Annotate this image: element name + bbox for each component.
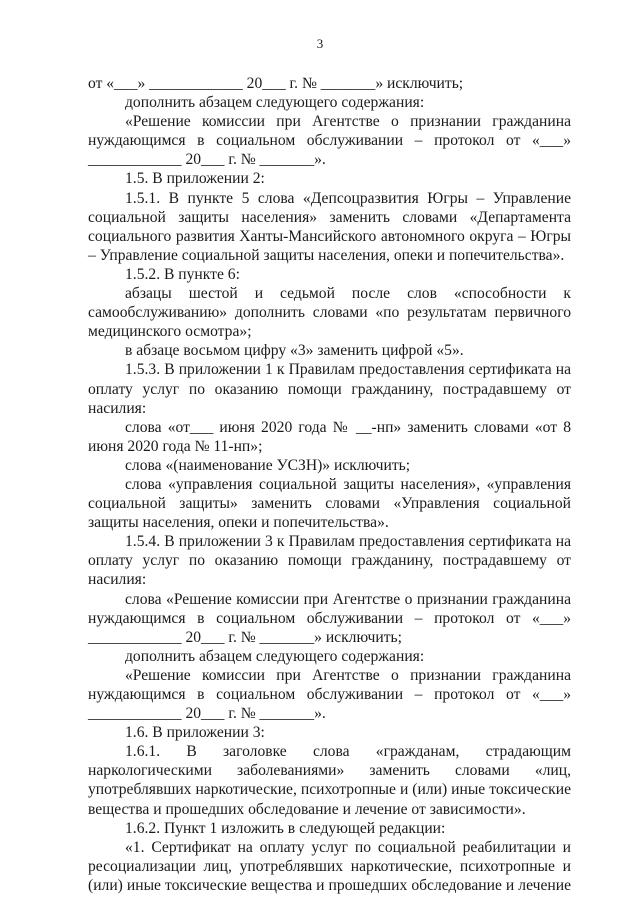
paragraph: «Решение комиссии при Агентстве о признании гражданина нуждающимся в социальном обслуживании – протокол от «___» ____________ 20___ г. № _______». <box>88 113 571 169</box>
paragraph: 1.6.2. Пункт 1 изложить в следующей редакции: <box>125 819 446 837</box>
paragraph: 1.5.4. В приложении 3 к Правилам предоставления сертификата на оплату услуг по оказанию помощи гражданину, пострадавшему от насилия: <box>88 533 571 589</box>
page-number: 3 <box>316 36 324 51</box>
paragraph: 1.5.1. В пункте 5 слова «Депсоцразвития Югры – Управление социальной защиты населения» заменить словами «Департамента социального развития Ханты-Мансийского автономного округа – Югры – Управление социальной защиты населения, опеки и попечительства». <box>88 189 571 264</box>
paragraph: 1.6.1. В заголовке слова «гражданам, страдающим наркологическими заболеваниями» заменить словами «лиц, употреблявших наркотические, психотропные и (или) иные токсические вещества и прошедших обследование и лечение от зависимости». <box>88 743 571 818</box>
section-heading: 1.6. В приложении 3: <box>125 724 265 742</box>
paragraph: 1.5.3. В приложении 1 к Правилам предоставления сертификата на оплату услуг по оказанию помощи гражданину, пострадавшему от насилия: <box>88 361 571 417</box>
document-body <box>88 74 571 895</box>
paragraph: слова «(наименование УСЗН)» исключить; <box>125 456 411 474</box>
section-heading: 1.5. В приложении 2: <box>125 170 265 188</box>
paragraph: слова «управления социальной защиты населения», «управления социальной защиты» заменить словами «Управления социальной защиты населения, опеки и попечительства». <box>88 475 571 532</box>
section-heading: 1.5.2. В пункте 6: <box>125 265 240 283</box>
paragraph: «Решение комиссии при Агентстве о признании гражданина нуждающимся в социальном обслуживании – протокол от «___» ____________ 20___ г. № _______». <box>88 666 571 723</box>
paragraph: слова «от___ июня 2020 года № __-нп» заменить словами «от 8 июня 2020 года № 11-нп»; <box>88 418 571 455</box>
paragraph: от «___» ____________ 20___ г. № _______» исключить; <box>88 75 464 92</box>
paragraph: дополнить абзацем следующего содержания: <box>125 647 425 665</box>
paragraph: абзацы шестой и седьмой после слов «способности к самообслуживанию» дополнить словами «по результатам первичного медицинского осмотра»; <box>88 285 571 341</box>
paragraph: «1. Сертификат на оплату услуг по социальной реабилитации и ресоциализации лиц, употреблявших наркотические, психотропные и (или) иные токсические вещества и прошедших обследование и лечение <box>88 838 571 894</box>
paragraph: в абзаце восьмом цифру «3» заменить цифрой «5». <box>125 342 464 360</box>
paragraph: слова «Решение комиссии при Агентстве о признании гражданина нуждающимся в социальном обслуживании – протокол от «___» ____________ 20___ г. № _______» исключить; <box>88 590 571 646</box>
paragraph: дополнить абзацем следующего содержания: <box>125 94 425 112</box>
